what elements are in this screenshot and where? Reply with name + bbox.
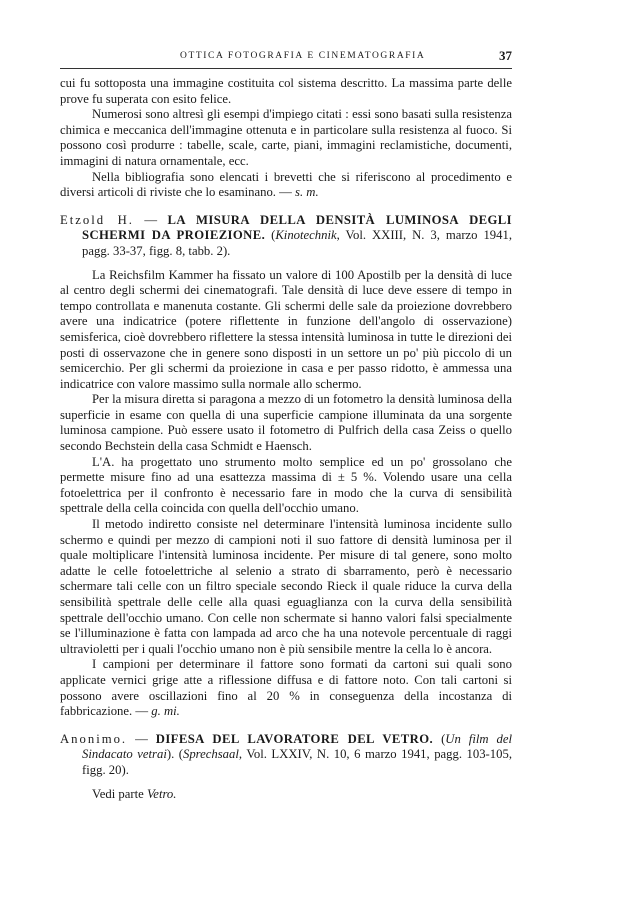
author-signature: s. m. xyxy=(295,185,319,200)
continuation-paragraph: Numerosi sono altresì gli esempi d'impiego citati : essi sono basati sulla resistenza chimica e meccanica dell'immagine ottenuta e in particolare sulla resistenza al fuoco. Si possono così produrre : tabelle, scale, carte, piani, immagini reclamistiche, documenti, immagini di natura ornamentale, ecc. xyxy=(60,107,512,168)
paragraph-text: I campioni per determinare il fattore sono formati da cartoni sui quali sono applicate vernici grige atte a riflessione diffusa e di fattore noto. Con tali cartoni si possono avere oscillazioni fino al 20 % in conseguenza della incostanza di fabbricazione. — xyxy=(60,657,512,719)
continuation-paragraph xyxy=(60,170,512,201)
entry-subtitle: Un film del Sindacato vetrai xyxy=(82,731,513,762)
paragraph-text: Nella bibliografia sono elencati i brevetti che si riferiscono al procedimento e diversi articoli di riviste che lo esaminano. — xyxy=(60,169,512,200)
abstract-paragraph: L'A. ha progettato uno strumento molto semplice ed un po' grossolano che permette misure fino ad una esattezza massima di ± 5 %. Volendo usare una cella fotoelettrica per il confronto è necessario fare in modo che la curva di sensibilità spettrale della cella coincida con quella dell'occhio umano. xyxy=(60,454,512,516)
see-prefix: Vedi parte xyxy=(92,786,144,801)
abstract-paragraph: La Reichsfilm Kammer ha fissato un valore di 100 Apostilb per la densità di luce al centro degli schermi dei cinematografi. Tale densità di luce deve essere di tempo in tempo controllata e manenuta costante. Gli schermi delle sale da proiezione dovrebbero avere una indicatrice (potere riflettente in funzione dell'angolo di osservazione) semisferica, cioè dovrebbero riflettere la stessa intensità luminosa in tutte le direzioni dei posti di osservazone che in genere sono disposti in un settore un po' più piccolo di un semicerchio. Per gli schermi da proiezione in casa e per passo ridotto, è ammessa una indicatrice con valore massimo sulla normale allo schermo. xyxy=(60,267,513,391)
running-title: OTTICA FOTOGRAFIA E CINEMATOGRAFIA xyxy=(180,51,426,61)
entry-title: DIFESA DEL LAVORATORE DEL VETRO. xyxy=(155,731,434,746)
abstract-paragraph xyxy=(60,657,512,719)
abstract-paragraph: Il metodo indiretto consiste nel determinare l'intensità luminosa incidente sullo schermo e quindi per mezzo di campioni noti il suo fattore di densità luminosa per il quale moltiplicare l'intensità luminosa incidente. Per misure di tal genere, sono molto adatte le celle fotoelettriche al selenio a strato di sbarramento, però è necessario schermare tali celle con un filtro speciale secondo Rieck il quale riduce la curva della sensibilità spettrale delle celle alla quasi eguaglianza con la curva della sensibilità spettrale dell'occhio umano. Con celle non schermate si hanno valori falsi specialmente se l'illuminazione è fatta con lampada ad arco che ha una notevole percentuale di raggi ultravioletti per i quali l'occhio umano non è più sensibile mentre la cella lo è ancora. xyxy=(60,517,512,656)
entry-dash: — xyxy=(127,731,156,746)
continuation-paragraph: cui fu sottoposta una immagine costituita col sistema descritto. La massima parte delle prove fu superata con esito felice. xyxy=(60,76,512,106)
entry-citation: , Vol. LXXIV, N. 10, 6 marzo 1941, pagg. 103-105, figg. 20). xyxy=(82,747,512,777)
bibliography-entry-heading: Etzold H. — LA MISURA DELLA DENSITÀ LUMINOSA DEGLI SCHERMI DA PROIEZIONE. (Kinotechnik, Vol. XXIII, N. 3, marzo 1941, pagg. 33-37, figg. 8, tabb. 2). xyxy=(60,212,513,258)
see-target: Vetro. xyxy=(146,786,177,801)
page-number: 37 xyxy=(499,48,512,63)
cross-reference xyxy=(60,787,512,803)
journal-name: Kinotechnik xyxy=(275,228,337,243)
entry-author: Anonimo. xyxy=(60,731,128,746)
bibliography-entry-heading: Anonimo. — DIFESA DEL LAVORATORE DEL VETRO. (Un film del Sindacato vetrai). (Sprechsaal, Vol. LXXIV, N. 10, 6 marzo 1941, pagg. 103-105, figg. 20). xyxy=(60,731,513,777)
entry-author: Etzold H. xyxy=(60,212,134,227)
author-signature: g. mi. xyxy=(151,704,180,719)
journal-name: Sprechsaal xyxy=(182,747,239,762)
running-header xyxy=(60,48,512,69)
entry-citation: , Vol. XXIII, N. 3, marzo 1941, pagg. 33-37, figg. 8, tabb. 2). xyxy=(82,228,513,258)
entry-title: LA MISURA DELLA DENSITÀ LUMINOSA DEGLI SCHERMI DA PROIEZIONE. xyxy=(82,212,512,243)
page-body xyxy=(60,76,512,802)
entry-dash: — xyxy=(133,212,168,227)
abstract-paragraph: Per la misura diretta si paragona a mezzo di un fotometro la densità luminosa della superficie in esame con quella di una superficie campione illuminata da una sorgente luminosa campione. Può essere usato il fotometro di Pulfrich della casa Zeiss o quello secondo Bechstein della casa Schmidt e Haensch. xyxy=(60,392,512,454)
